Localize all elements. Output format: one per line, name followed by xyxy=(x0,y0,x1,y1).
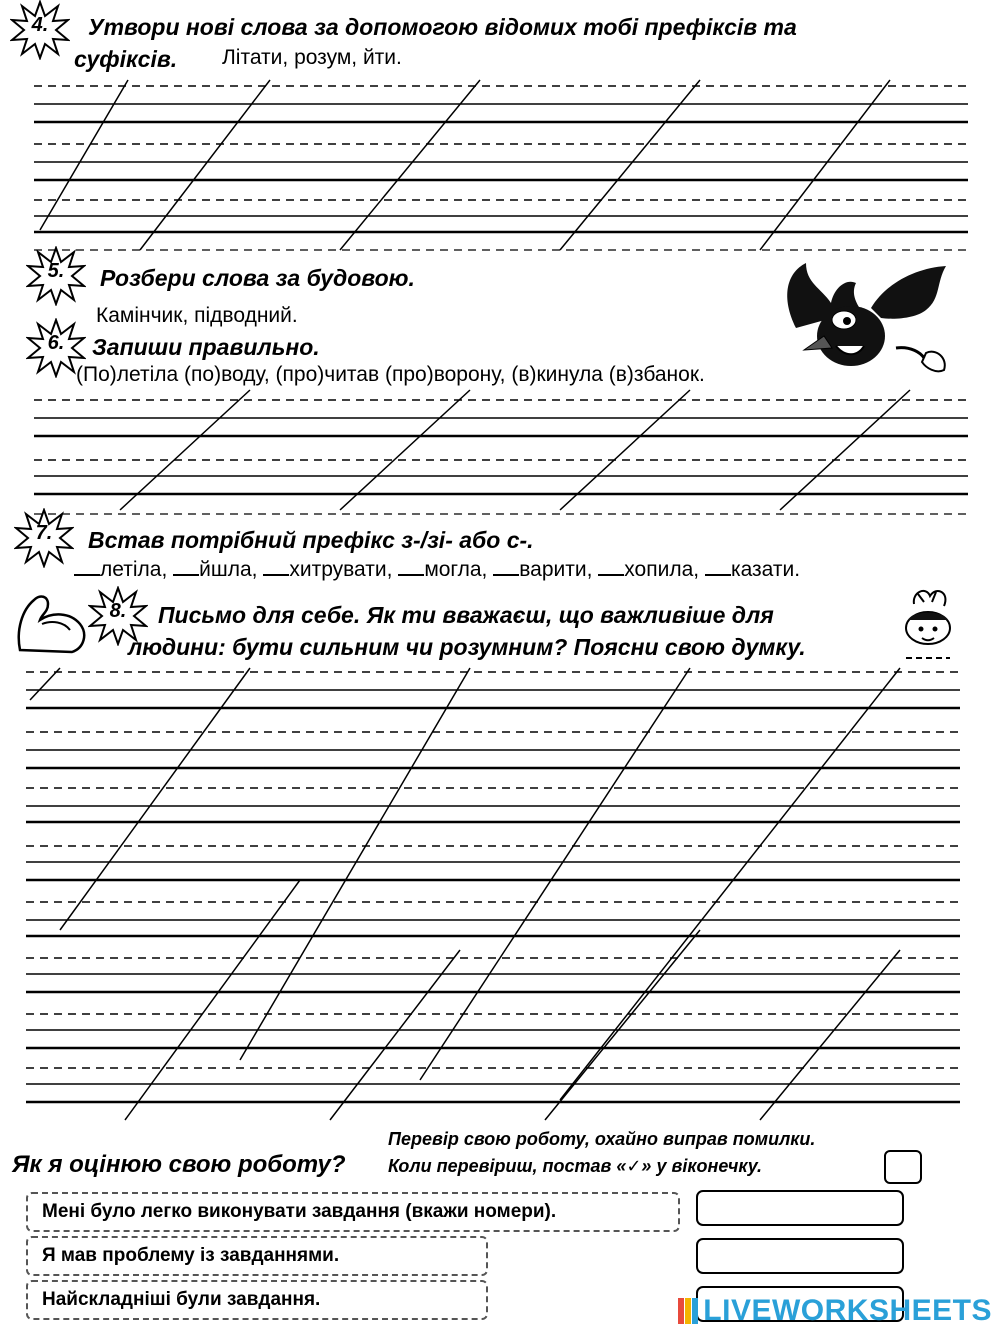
statement-label: Найскладніші були завдання. xyxy=(42,1289,321,1310)
self-check-question: Як я оцінюю свою роботу? xyxy=(12,1151,346,1178)
statement-label: Я мав проблему із завданнями. xyxy=(42,1245,340,1266)
task-4-words: Літати, розум, йти. xyxy=(222,46,402,69)
task-7-word: хопила, xyxy=(624,558,700,581)
statement-label: Мені було легко виконувати завдання (вкажи номери). xyxy=(42,1201,557,1222)
task-4-title-line2: суфіксів. xyxy=(74,46,178,72)
task-number: 4. xyxy=(31,14,49,36)
statement-problem xyxy=(26,1236,488,1276)
task-7-word: могла, xyxy=(424,558,488,581)
answer-field-problem[interactable] xyxy=(696,1238,904,1274)
task-7-title: Встав потрібний префікс з-/зі- або с-. xyxy=(88,527,534,553)
task-7-word: хитрувати, xyxy=(289,558,393,581)
task-4-title-line1: Утвори нові слова за допомогою відомих тобі префіксів та xyxy=(88,14,797,40)
task-8-title-line2: людини: бути сильним чи розумним? Поясни свою думку. xyxy=(128,634,806,660)
task-number: 8. xyxy=(109,600,127,622)
self-check-instruction-1: Перевір свою роботу, охайно виправ помилки. xyxy=(388,1129,816,1149)
task-7-word: варити, xyxy=(519,558,593,581)
task-7-word: йшла, xyxy=(199,558,258,581)
task-5-title: Розбери слова за будовою. xyxy=(100,265,415,291)
liveworksheets-logo xyxy=(677,1294,992,1328)
task-6-title: Запиши правильно. xyxy=(92,334,320,360)
liveworksheets-mark-icon xyxy=(677,1296,699,1326)
task-6-text: (По)летіла (по)воду, (про)читав (про)ворону, (в)кинула (в)збанок. xyxy=(76,363,705,386)
task-7-word: казати. xyxy=(730,558,801,581)
task-number: 5. xyxy=(47,260,65,282)
task-8-title-line1: Письмо для себе. Як ти вважаєш, що важливіше для xyxy=(158,602,774,628)
liveworksheets-text: LIVEWORKSHEETS xyxy=(703,1294,992,1327)
task-5-words: Камінчик, підводний. xyxy=(96,304,298,327)
statement-hardest xyxy=(26,1280,488,1320)
done-checkbox[interactable] xyxy=(884,1150,922,1184)
answer-field-easy[interactable] xyxy=(696,1190,904,1226)
statement-easy xyxy=(26,1192,680,1232)
self-check-instruction-2: Коли перевіриш, постав «✓» у віконечку. xyxy=(388,1156,763,1176)
task-7-word: летіла, xyxy=(100,558,168,581)
task-number: 7. xyxy=(35,522,53,544)
task-number: 6. xyxy=(47,332,65,354)
